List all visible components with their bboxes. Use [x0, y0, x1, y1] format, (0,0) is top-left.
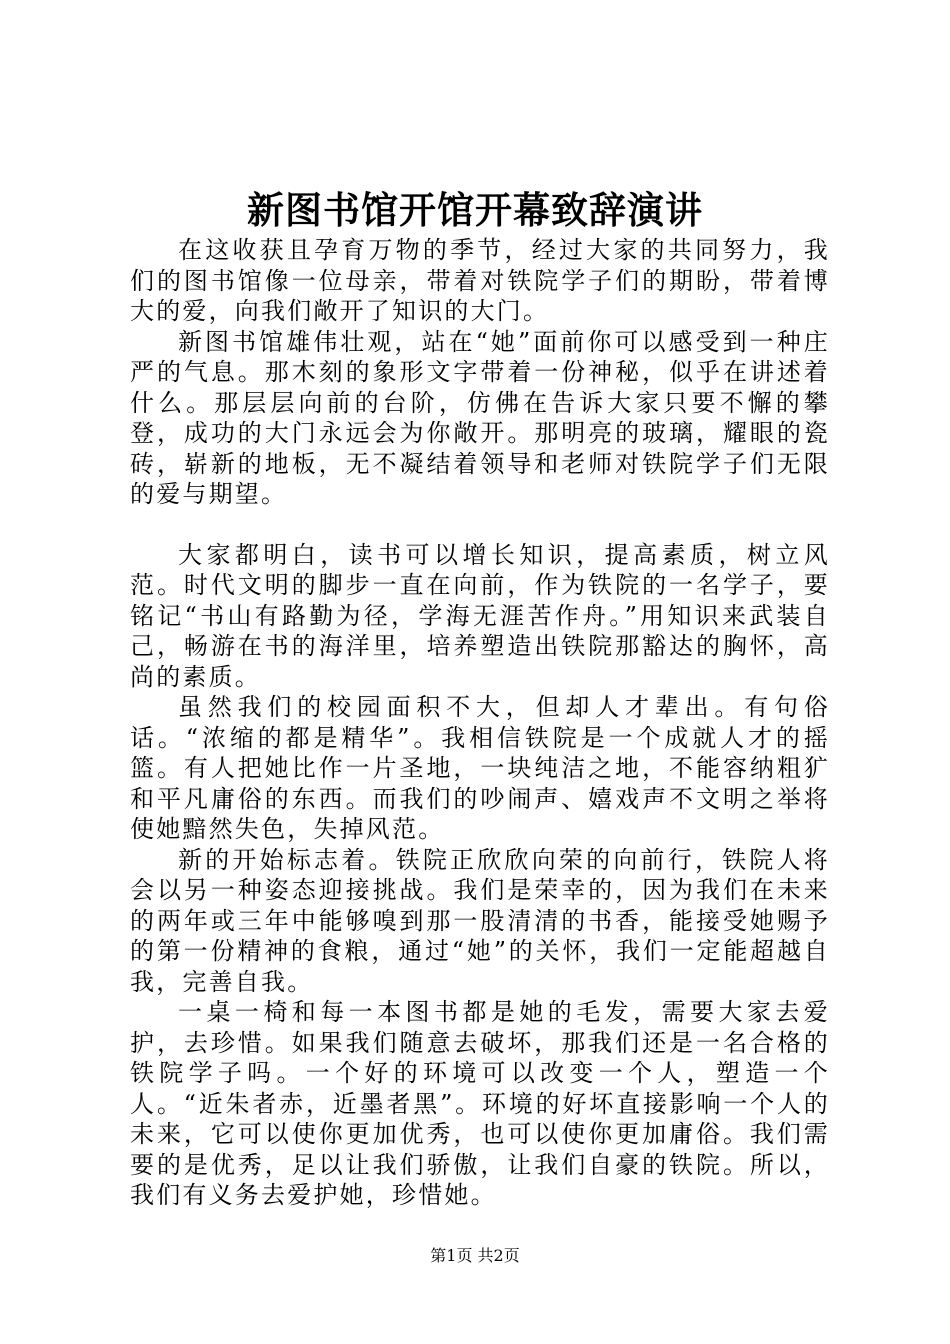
paragraph: 新的开始标志着。铁院正欣欣向荣的向前行，铁院人将会以另一种姿态迎接挑战。我们是荣幸的，因为我们在未来的两年或三年中能够嗅到那一股清清的书香，能接受她赐予的第一份精神的食粮，通过“她”的关怀，我们一定能超越自我，完善自我。 — [130, 845, 830, 996]
paragraph: 一桌一椅和每一本图书都是她的毛发，需要大家去爱护，去珍惜。如果我们随意去破坏，那我们还是一名合格的铁院学子吗。一个好的环境可以改变一个人，塑造一个人。“近朱者赤，近墨者黑”。环境的好坏直接影响一个人的未来，它可以使你更加优秀，也可以使你更加庸俗。我们需要的是优秀，足以让我们骄傲，让我们自豪的铁院。所以，我们有义务去爱护她，珍惜她。 — [130, 998, 830, 1209]
document-body — [130, 235, 830, 1211]
paragraph: 新图书馆雄伟壮观，站在“她”面前你可以感受到一种庄严的气息。那木刻的象形文字带着一份神秘，似乎在讲述着什么。那层层向前的台阶，仿佛在告诉大家只要不懈的攀登，成功的大门永远会为你敞开。那明亮的玻璃，耀眼的瓷砖，崭新的地板，无不凝结着领导和老师对铁院学子们无限的爱与期望。 — [130, 327, 830, 508]
paragraph: 大家都明白，读书可以增长知识，提高素质，树立风范。时代文明的脚步一直在向前，作为铁院的一名学子，要铭记“书山有路勤为径，学海无涯苦作舟。”用知识来武装自己，畅游在书的海洋里，培养塑造出铁院那豁达的胸怀，高尚的素质。 — [130, 540, 830, 691]
document-title: 新图书馆开馆开幕致辞演讲 — [247, 188, 703, 232]
page-number-footer: 第1页 共2页 — [430, 1246, 520, 1265]
paragraph: 虽然我们的校园面积不大，但却人才辈出。有句俗话。“浓缩的都是精华”。我相信铁院是一个成就人才的摇篮。有人把她比作一片圣地，一块纯洁之地，不能容纳粗犷和平凡庸俗的东西。而我们的吵闹声、嬉戏声不文明之举将使她黯然失色，失掉风范。 — [130, 693, 830, 843]
paragraph: 在这收获且孕育万物的季节，经过大家的共同努力，我们的图书馆像一位母亲，带着对铁院学子们的期盼，带着博大的爱，向我们敞开了知识的大门。 — [130, 236, 830, 325]
